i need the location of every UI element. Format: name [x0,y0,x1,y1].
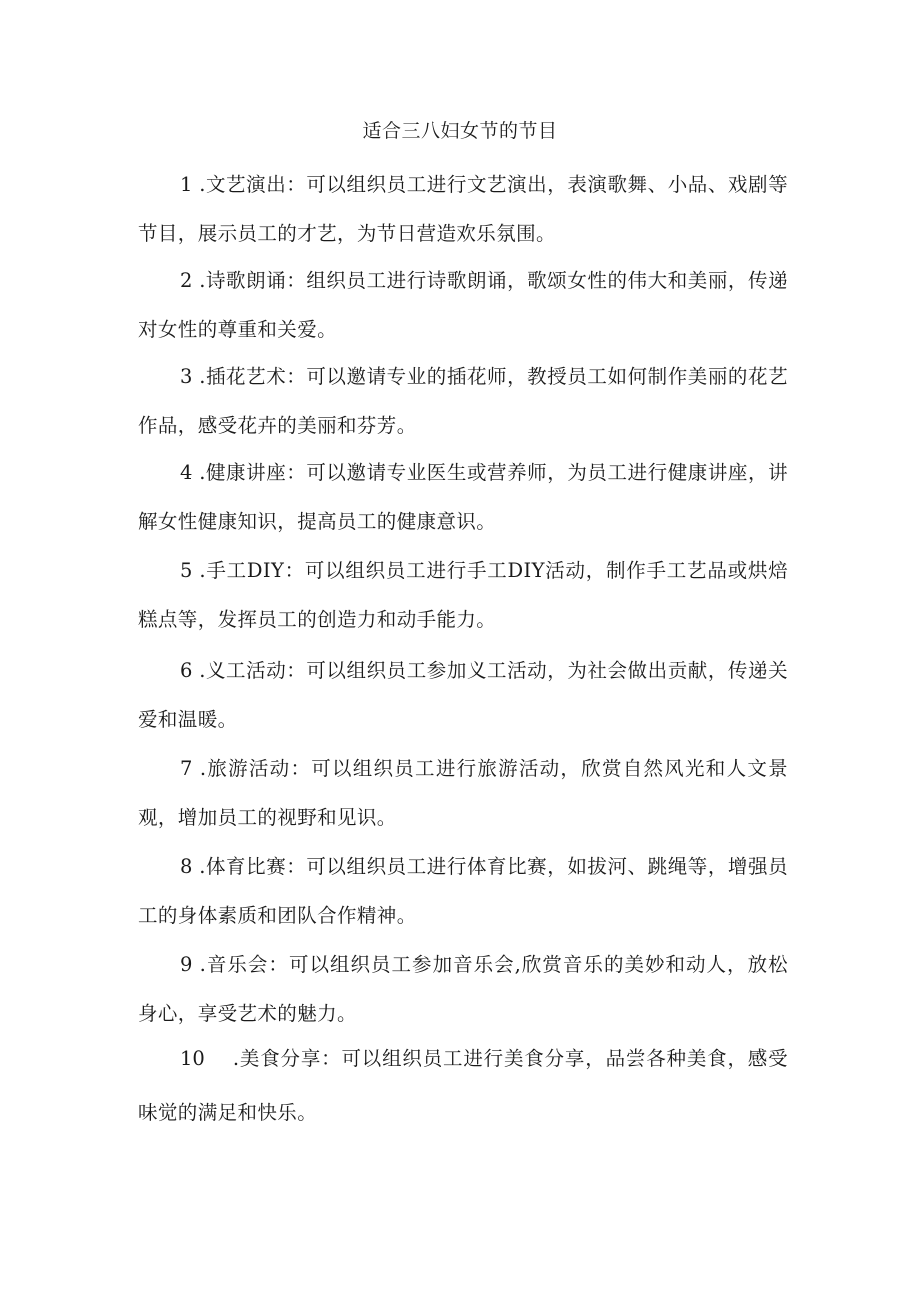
item-separator: . [192,659,206,682]
item-separator: . [192,855,206,878]
item-text: 美食分享：可以组织员工进行美食分享，品尝各种美食，感受味觉的满足和快乐。 [138,1047,788,1124]
item-separator: . [192,173,206,196]
item-text: 义工活动：可以组织员工参加义工活动，为社会做出贡献，传递关爱和温暖。 [138,659,788,731]
item-separator: . [192,365,206,388]
item-text: 健康讲座：可以邀请专业医生或营养师，为员工进行健康讲座，讲解女性健康知识，提高员工的健康意识。 [138,461,788,533]
item-text: 文艺演出：可以组织员工进行文艺演出，表演歌舞、小品、戏剧等节目，展示员工的才艺，为节日营造欢乐氛围。 [138,173,788,245]
list-item [138,940,788,1038]
item-number: 1 [180,173,193,196]
list-item [138,546,788,644]
list-item [138,1032,788,1140]
item-separator: . [192,559,206,582]
item-number: 2 [180,269,193,292]
list-item [138,646,788,744]
document-title: 适合三八妇女节的节目 [362,120,558,142]
item-text: 旅游活动：可以组织员工进行旅游活动，欣赏自然风光和人文景观，增加员工的视野和见识。 [138,757,789,829]
list-item [138,744,788,842]
item-text: 手工DIY：可以组织员工进行手工DIY活动，制作手工艺品或烘焙糕点等，发挥员工的创造力和动手能力。 [138,559,788,631]
item-number: 3 [180,365,193,388]
item-separator: . [192,461,206,484]
list-item [138,160,788,258]
list-item [138,842,788,940]
item-separator: . [204,1047,240,1070]
item-number: 8 [180,855,193,878]
list-item [138,352,788,450]
item-separator: . [192,757,207,780]
item-number: 6 [180,659,193,682]
item-text: 音乐会：可以组织员工参加音乐会,欣赏音乐的美妙和动人，放松身心，享受艺术的魅力。 [138,953,788,1025]
item-number: 10 [180,1047,205,1070]
item-number: 4 [180,461,193,484]
item-text: 体育比赛：可以组织员工进行体育比赛，如拔河、跳绳等，增强员工的身体素质和团队合作精神。 [138,855,788,927]
item-text: 插花艺术：可以邀请专业的插花师，教授员工如何制作美丽的花艺作品，感受花卉的美丽和芬芳。 [138,365,788,437]
item-number: 9 [180,953,193,976]
item-text: 诗歌朗诵：组织员工进行诗歌朗诵，歌颂女性的伟大和美丽，传递对女性的尊重和关爱。 [138,269,788,341]
list-item [138,448,788,546]
item-separator: . [192,953,207,976]
item-separator: . [192,269,206,292]
item-number: 7 [180,757,193,780]
list-item [138,256,788,354]
item-number: 5 [180,559,193,582]
